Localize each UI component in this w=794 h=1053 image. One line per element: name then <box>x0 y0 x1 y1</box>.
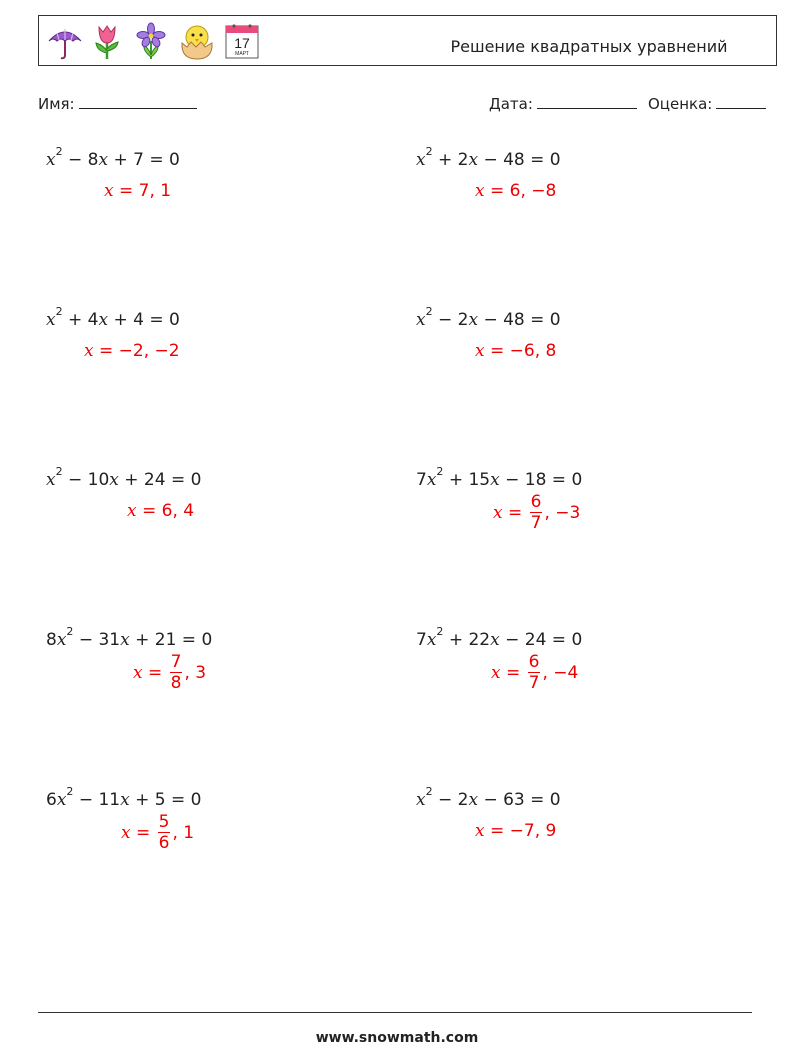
name-blank[interactable] <box>79 94 197 109</box>
grade-blank[interactable] <box>716 94 766 109</box>
date-label: Дата: <box>489 95 533 113</box>
problem-answer: x = $\frac{7}{8}$ , 3 <box>133 652 207 693</box>
chick-icon <box>177 21 217 61</box>
problem-answer: x = $\frac{5}{6}$ , 1 <box>121 812 195 853</box>
calendar-month: МАРТ <box>235 51 249 57</box>
problem-equation: $8x^2 - 31x + 21 = 0$ <box>46 625 213 650</box>
flower-icon <box>131 21 171 61</box>
problem-equation: $7x^2 + 22x - 24 = 0$ <box>416 625 583 650</box>
grade-field <box>648 94 766 113</box>
problem-equation: $x^2 - 8x + 7 = 0$ <box>46 145 180 170</box>
problem-answer: x = −2, −2 <box>84 341 180 361</box>
problem-answer: x = 6, 4 <box>127 501 195 521</box>
name-field <box>38 94 197 113</box>
problem-equation: $x^2 + 4x + 4 = 0$ <box>46 305 180 330</box>
problem-equation: $7x^2 + 15x - 18 = 0$ <box>416 465 583 490</box>
problem-answer: x = $\frac{6}{7}$ , −3 <box>493 492 581 533</box>
problem-answer: x = −6, 8 <box>475 341 557 361</box>
problem-equation: $x^2 - 10x + 24 = 0$ <box>46 465 202 490</box>
problem-equation: $x^2 - 2x - 63 = 0$ <box>416 785 561 810</box>
footer-divider <box>38 1012 752 1013</box>
calendar-day: 17 <box>234 35 250 51</box>
problem-answer: x = −7, 9 <box>475 821 557 841</box>
problem-answer: x = 6, −8 <box>475 181 557 201</box>
grade-label: Оценка: <box>648 95 713 113</box>
calendar-icon <box>222 21 262 61</box>
name-label: Имя: <box>38 95 75 113</box>
problem-equation: $x^2 + 2x - 48 = 0$ <box>416 145 561 170</box>
problem-answer: x = 7, 1 <box>104 181 172 201</box>
worksheet-header <box>38 15 777 66</box>
problem-answer: x = $\frac{6}{7}$ , −4 <box>491 652 579 693</box>
worksheet-title: Решение квадратных уравнений <box>450 37 728 56</box>
tulip-icon <box>87 21 127 61</box>
problem-equation: $x^2 - 2x - 48 = 0$ <box>416 305 561 330</box>
footer-website: www.snowmath.com <box>315 1030 479 1046</box>
date-field <box>489 94 637 113</box>
problem-equation: $6x^2 - 11x + 5 = 0$ <box>46 785 202 810</box>
date-blank[interactable] <box>537 94 637 109</box>
umbrella-icon <box>45 21 85 61</box>
